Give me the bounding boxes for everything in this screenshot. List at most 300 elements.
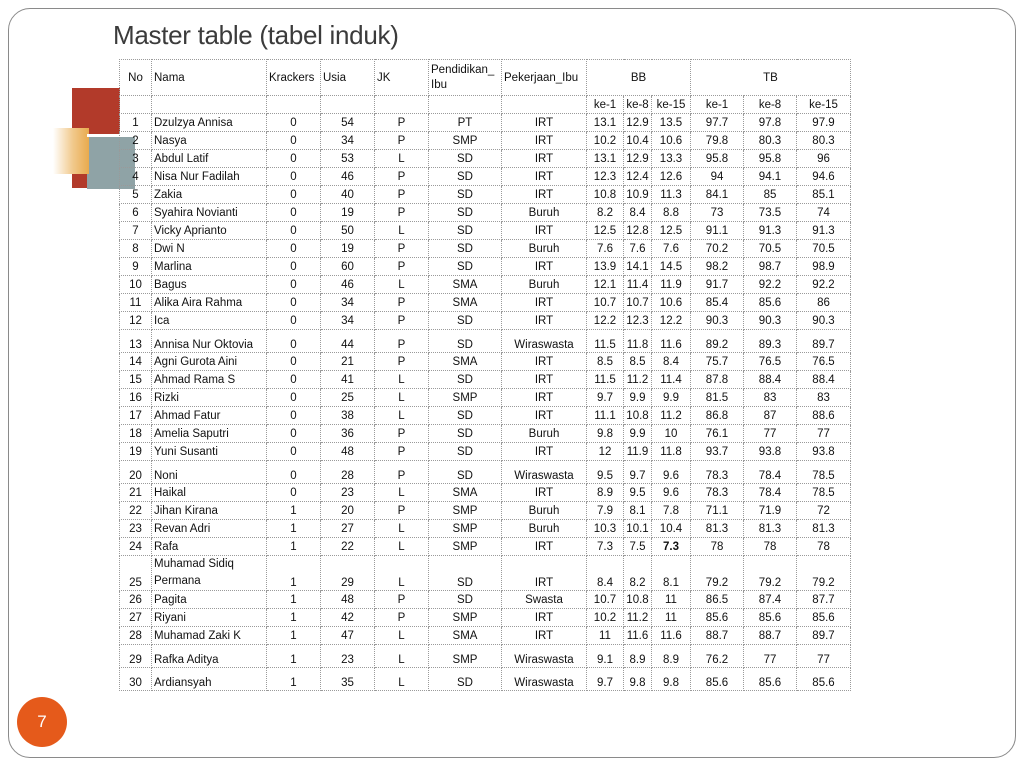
cell-tb-ke8: 73.5: [744, 204, 797, 222]
cell-nama: Rafka Aditya: [152, 645, 267, 668]
table-row: [120, 502, 851, 520]
cell-pekerjaan: Wiraswasta: [502, 668, 587, 691]
cell-tb-ke8: 70.5: [744, 240, 797, 258]
table-row: [120, 312, 851, 330]
table-row: [120, 443, 851, 461]
cell-no: 8: [120, 240, 152, 258]
cell-usia: 60: [321, 258, 375, 276]
cell-tb-ke1: 78: [691, 538, 744, 556]
cell-tb-ke15: 76.5: [797, 353, 851, 371]
cell-usia: 19: [321, 240, 375, 258]
cell-krackers: 1: [267, 556, 321, 591]
cell-nama: Amelia Saputri: [152, 425, 267, 443]
decorative-gold-gradient-block: [53, 128, 89, 174]
cell-bb-ke1: 9.7: [587, 668, 624, 691]
cell-bb-ke1: 9.7: [587, 389, 624, 407]
cell-krackers: 0: [267, 150, 321, 168]
cell-tb-ke8: 77: [744, 645, 797, 668]
cell-tb-ke15: 80.3: [797, 132, 851, 150]
cell-bb-ke15: 7.8: [652, 502, 691, 520]
cell-krackers: 0: [267, 222, 321, 240]
cell-tb-ke8: 77: [744, 425, 797, 443]
cell-bb-ke1: 12.2: [587, 312, 624, 330]
cell-pekerjaan: Swasta: [502, 591, 587, 609]
cell-no: 6: [120, 204, 152, 222]
cell-tb-ke15: 94.6: [797, 168, 851, 186]
cell-no: 10: [120, 276, 152, 294]
cell-bb-ke15: 13.3: [652, 150, 691, 168]
cell-no: 17: [120, 407, 152, 425]
cell-usia: 21: [321, 353, 375, 371]
cell-tb-ke1: 71.1: [691, 502, 744, 520]
cell-usia: 34: [321, 132, 375, 150]
subheader-tb-ke15: ke-15: [797, 96, 851, 114]
cell-tb-ke15: 88.6: [797, 407, 851, 425]
cell-tb-ke1: 98.2: [691, 258, 744, 276]
cell-pekerjaan: IRT: [502, 132, 587, 150]
cell-krackers: 0: [267, 294, 321, 312]
cell-krackers: 1: [267, 520, 321, 538]
header-pendidikan-line2: Ibu: [431, 78, 447, 91]
cell-tb-ke1: 75.7: [691, 353, 744, 371]
cell-pekerjaan: IRT: [502, 389, 587, 407]
cell-pendidikan: SD: [429, 407, 502, 425]
cell-bb-ke8: 10.7: [624, 294, 652, 312]
cell-bb-ke15: 9.9: [652, 389, 691, 407]
cell-usia: 42: [321, 609, 375, 627]
cell-usia: 54: [321, 114, 375, 132]
cell-jk: P: [375, 461, 429, 484]
subheader-bb-ke8: ke-8: [624, 96, 652, 114]
cell-bb-ke1: 12.5: [587, 222, 624, 240]
table-row: [120, 520, 851, 538]
table-row: [120, 168, 851, 186]
cell-tb-ke15: 74: [797, 204, 851, 222]
cell-tb-ke8: 78.4: [744, 461, 797, 484]
cell-bb-ke8: 12.9: [624, 150, 652, 168]
subheader-tb-ke1: ke-1: [691, 96, 744, 114]
cell-usia: 40: [321, 186, 375, 204]
header-krackers: Krackers: [267, 60, 321, 96]
cell-pendidikan: SMP: [429, 645, 502, 668]
cell-no: 23: [120, 520, 152, 538]
cell-tb-ke15: 98.9: [797, 258, 851, 276]
cell-bb-ke8: 9.8: [624, 668, 652, 691]
cell-bb-ke15: 11.2: [652, 407, 691, 425]
cell-pekerjaan: IRT: [502, 312, 587, 330]
cell-nama: Dzulzya Annisa: [152, 114, 267, 132]
cell-tb-ke15: 78.5: [797, 484, 851, 502]
cell-pendidikan: SD: [429, 258, 502, 276]
cell-pendidikan: SMA: [429, 294, 502, 312]
cell-no: 29: [120, 645, 152, 668]
cell-no: 20: [120, 461, 152, 484]
cell-tb-ke15: 89.7: [797, 627, 851, 645]
cell-tb-ke15: 78.5: [797, 461, 851, 484]
cell-tb-ke15: 70.5: [797, 240, 851, 258]
cell-krackers: 0: [267, 168, 321, 186]
cell-pendidikan: SD: [429, 150, 502, 168]
cell-tb-ke1: 78.3: [691, 484, 744, 502]
cell-pendidikan: SMA: [429, 276, 502, 294]
cell-krackers: 0: [267, 204, 321, 222]
cell-bb-ke8: 8.9: [624, 645, 652, 668]
cell-jk: P: [375, 204, 429, 222]
cell-krackers: 0: [267, 258, 321, 276]
cell-pendidikan: SD: [429, 668, 502, 691]
cell-krackers: 1: [267, 627, 321, 645]
cell-krackers: 1: [267, 538, 321, 556]
header-no: No: [120, 60, 152, 96]
cell-nama: Nisa Nur Fadilah: [152, 168, 267, 186]
cell-bb-ke1: 12.1: [587, 276, 624, 294]
cell-tb-ke8: 88.4: [744, 371, 797, 389]
cell-bb-ke15: 9.6: [652, 461, 691, 484]
cell-tb-ke8: 78: [744, 538, 797, 556]
cell-pekerjaan: IRT: [502, 538, 587, 556]
cell-tb-ke8: 92.2: [744, 276, 797, 294]
cell-no: 5: [120, 186, 152, 204]
cell-tb-ke1: 88.7: [691, 627, 744, 645]
cell-tb-ke1: 87.8: [691, 371, 744, 389]
cell-jk: L: [375, 627, 429, 645]
cell-nama: Ahmad Rama S: [152, 371, 267, 389]
cell-usia: 48: [321, 591, 375, 609]
cell-bb-ke1: 10.2: [587, 609, 624, 627]
table-row: [120, 240, 851, 258]
cell-krackers: 1: [267, 502, 321, 520]
cell-tb-ke15: 88.4: [797, 371, 851, 389]
cell-bb-ke8: 8.4: [624, 204, 652, 222]
cell-tb-ke8: 97.8: [744, 114, 797, 132]
cell-tb-ke15: 79.2: [797, 556, 851, 591]
cell-no: 7: [120, 222, 152, 240]
cell-no: 30: [120, 668, 152, 691]
table-row: [120, 204, 851, 222]
cell-pendidikan: SD: [429, 461, 502, 484]
cell-bb-ke1: 7.6: [587, 240, 624, 258]
cell-usia: 22: [321, 538, 375, 556]
cell-krackers: 0: [267, 389, 321, 407]
cell-jk: L: [375, 371, 429, 389]
cell-jk: L: [375, 276, 429, 294]
cell-bb-ke8: 10.1: [624, 520, 652, 538]
cell-jk: P: [375, 425, 429, 443]
cell-jk: L: [375, 520, 429, 538]
cell-jk: P: [375, 240, 429, 258]
cell-usia: 44: [321, 330, 375, 353]
cell-krackers: 0: [267, 461, 321, 484]
cell-tb-ke15: 78: [797, 538, 851, 556]
cell-tb-ke15: 91.3: [797, 222, 851, 240]
cell-bb-ke15: 14.5: [652, 258, 691, 276]
table-row: [120, 538, 851, 556]
cell-pekerjaan: IRT: [502, 294, 587, 312]
cell-krackers: 1: [267, 668, 321, 691]
cell-pekerjaan: Buruh: [502, 276, 587, 294]
cell-bb-ke8: 11.2: [624, 371, 652, 389]
cell-bb-ke1: 10.7: [587, 294, 624, 312]
table-row: [120, 627, 851, 645]
cell-jk: P: [375, 591, 429, 609]
cell-bb-ke8: 10.8: [624, 407, 652, 425]
cell-jk: L: [375, 556, 429, 591]
cell-jk: L: [375, 668, 429, 691]
cell-pendidikan: SD: [429, 222, 502, 240]
cell-krackers: 0: [267, 186, 321, 204]
cell-jk: L: [375, 222, 429, 240]
cell-bb-ke15: 9.6: [652, 484, 691, 502]
cell-pendidikan: SMA: [429, 353, 502, 371]
cell-pekerjaan: IRT: [502, 627, 587, 645]
cell-tb-ke1: 94: [691, 168, 744, 186]
table-row: [120, 186, 851, 204]
cell-bb-ke8: 10.8: [624, 591, 652, 609]
cell-no: 21: [120, 484, 152, 502]
cell-nama: Vicky Aprianto: [152, 222, 267, 240]
cell-krackers: 0: [267, 240, 321, 258]
cell-pendidikan: SMP: [429, 609, 502, 627]
cell-bb-ke1: 13.1: [587, 114, 624, 132]
cell-nama: Rizki: [152, 389, 267, 407]
cell-usia: 29: [321, 556, 375, 591]
cell-tb-ke15: 97.9: [797, 114, 851, 132]
cell-bb-ke1: 11.1: [587, 407, 624, 425]
cell-nama: Nasya: [152, 132, 267, 150]
cell-bb-ke1: 9.1: [587, 645, 624, 668]
table-row: [120, 114, 851, 132]
cell-tb-ke15: 83: [797, 389, 851, 407]
cell-tb-ke1: 73: [691, 204, 744, 222]
cell-tb-ke8: 89.3: [744, 330, 797, 353]
cell-no: 24: [120, 538, 152, 556]
cell-jk: P: [375, 168, 429, 186]
subheader-empty: [267, 96, 321, 114]
cell-bb-ke8: 10.4: [624, 132, 652, 150]
slide-title: Master table (tabel induk): [113, 20, 399, 50]
cell-pendidikan: SD: [429, 168, 502, 186]
cell-pekerjaan: IRT: [502, 186, 587, 204]
cell-bb-ke8: 11.2: [624, 609, 652, 627]
cell-tb-ke1: 86.5: [691, 591, 744, 609]
cell-nama: Haikal: [152, 484, 267, 502]
cell-jk: P: [375, 114, 429, 132]
header-jk: JK: [375, 60, 429, 96]
cell-usia: 41: [321, 371, 375, 389]
cell-tb-ke8: 85.6: [744, 609, 797, 627]
cell-no: 14: [120, 353, 152, 371]
cell-bb-ke8: 8.1: [624, 502, 652, 520]
cell-usia: 19: [321, 204, 375, 222]
cell-jk: P: [375, 294, 429, 312]
cell-jk: L: [375, 389, 429, 407]
cell-pendidikan: SD: [429, 425, 502, 443]
cell-usia: 46: [321, 168, 375, 186]
cell-tb-ke1: 79.8: [691, 132, 744, 150]
subheader-empty: [321, 96, 375, 114]
subheader-tb-ke8: ke-8: [744, 96, 797, 114]
cell-bb-ke1: 7.9: [587, 502, 624, 520]
cell-pekerjaan: IRT: [502, 222, 587, 240]
cell-pendidikan: SMP: [429, 502, 502, 520]
cell-usia: 28: [321, 461, 375, 484]
cell-pendidikan: SMA: [429, 484, 502, 502]
cell-pekerjaan: IRT: [502, 150, 587, 168]
cell-pendidikan: SMP: [429, 389, 502, 407]
cell-tb-ke8: 87: [744, 407, 797, 425]
cell-bb-ke1: 11.5: [587, 371, 624, 389]
cell-usia: 53: [321, 150, 375, 168]
cell-bb-ke8: 12.4: [624, 168, 652, 186]
cell-jk: L: [375, 645, 429, 668]
cell-jk: L: [375, 484, 429, 502]
cell-pendidikan: SMP: [429, 538, 502, 556]
cell-krackers: 0: [267, 371, 321, 389]
cell-usia: 47: [321, 627, 375, 645]
cell-pekerjaan: Wiraswasta: [502, 461, 587, 484]
cell-bb-ke8: 9.9: [624, 389, 652, 407]
cell-jk: P: [375, 186, 429, 204]
cell-no: 28: [120, 627, 152, 645]
cell-bb-ke15: 7.3: [652, 538, 691, 556]
table-row: [120, 591, 851, 609]
cell-no: 15: [120, 371, 152, 389]
cell-bb-ke1: 8.5: [587, 353, 624, 371]
cell-tb-ke8: 81.3: [744, 520, 797, 538]
cell-bb-ke8: 11.8: [624, 330, 652, 353]
cell-pekerjaan: IRT: [502, 114, 587, 132]
cell-tb-ke8: 76.5: [744, 353, 797, 371]
cell-tb-ke15: 77: [797, 645, 851, 668]
cell-bb-ke15: 8.1: [652, 556, 691, 591]
cell-nama: Syahira Novianti: [152, 204, 267, 222]
cell-krackers: 1: [267, 591, 321, 609]
cell-jk: P: [375, 353, 429, 371]
cell-bb-ke8: 9.5: [624, 484, 652, 502]
cell-bb-ke15: 11.3: [652, 186, 691, 204]
subheader-empty: [429, 96, 502, 114]
cell-tb-ke8: 95.8: [744, 150, 797, 168]
cell-usia: 20: [321, 502, 375, 520]
cell-usia: 48: [321, 443, 375, 461]
cell-jk: P: [375, 609, 429, 627]
cell-pendidikan: SD: [429, 240, 502, 258]
cell-tb-ke8: 83: [744, 389, 797, 407]
cell-bb-ke15: 11.6: [652, 627, 691, 645]
cell-no: 3: [120, 150, 152, 168]
table-row: [120, 389, 851, 407]
cell-tb-ke1: 81.5: [691, 389, 744, 407]
table-header-row: [120, 60, 851, 96]
cell-jk: P: [375, 443, 429, 461]
cell-jk: P: [375, 312, 429, 330]
cell-tb-ke15: 93.8: [797, 443, 851, 461]
table-row: [120, 645, 851, 668]
cell-krackers: 0: [267, 276, 321, 294]
cell-tb-ke15: 89.7: [797, 330, 851, 353]
cell-bb-ke15: 11.8: [652, 443, 691, 461]
cell-pekerjaan: IRT: [502, 407, 587, 425]
cell-tb-ke15: 85.6: [797, 668, 851, 691]
cell-pendidikan: SD: [429, 312, 502, 330]
cell-bb-ke1: 8.9: [587, 484, 624, 502]
cell-tb-ke15: 72: [797, 502, 851, 520]
cell-jk: P: [375, 132, 429, 150]
cell-bb-ke8: 9.7: [624, 461, 652, 484]
cell-tb-ke1: 76.2: [691, 645, 744, 668]
cell-no: 11: [120, 294, 152, 312]
cell-usia: 50: [321, 222, 375, 240]
cell-tb-ke8: 94.1: [744, 168, 797, 186]
header-pekerjaan-ibu: Pekerjaan_Ibu: [502, 60, 587, 96]
table-subheader-row: [120, 96, 851, 114]
cell-usia: 36: [321, 425, 375, 443]
cell-jk: P: [375, 502, 429, 520]
cell-pendidikan: SD: [429, 591, 502, 609]
cell-usia: 23: [321, 645, 375, 668]
cell-bb-ke15: 12.5: [652, 222, 691, 240]
cell-usia: 46: [321, 276, 375, 294]
cell-pekerjaan: Buruh: [502, 240, 587, 258]
cell-no: 26: [120, 591, 152, 609]
cell-nama: Pagita: [152, 591, 267, 609]
cell-pendidikan: SMA: [429, 627, 502, 645]
cell-bb-ke15: 11: [652, 609, 691, 627]
cell-pekerjaan: Buruh: [502, 520, 587, 538]
cell-bb-ke1: 11: [587, 627, 624, 645]
cell-bb-ke15: 10.6: [652, 294, 691, 312]
cell-tb-ke8: 85.6: [744, 668, 797, 691]
cell-tb-ke1: 95.8: [691, 150, 744, 168]
cell-pekerjaan: Buruh: [502, 502, 587, 520]
cell-tb-ke8: 90.3: [744, 312, 797, 330]
cell-tb-ke8: 71.9: [744, 502, 797, 520]
table-row: [120, 609, 851, 627]
cell-tb-ke1: 85.6: [691, 668, 744, 691]
cell-krackers: 0: [267, 407, 321, 425]
cell-nama: Revan Adri: [152, 520, 267, 538]
cell-no: 13: [120, 330, 152, 353]
cell-tb-ke1: 70.2: [691, 240, 744, 258]
cell-krackers: 0: [267, 353, 321, 371]
cell-tb-ke1: 85.4: [691, 294, 744, 312]
cell-krackers: 0: [267, 114, 321, 132]
cell-tb-ke15: 92.2: [797, 276, 851, 294]
cell-krackers: 1: [267, 609, 321, 627]
cell-bb-ke1: 9.5: [587, 461, 624, 484]
cell-nama: Marlina: [152, 258, 267, 276]
table-row: [120, 258, 851, 276]
cell-tb-ke8: 78.4: [744, 484, 797, 502]
table-row: [120, 353, 851, 371]
cell-no: 27: [120, 609, 152, 627]
table-row: [120, 407, 851, 425]
cell-no: 18: [120, 425, 152, 443]
cell-tb-ke1: 84.1: [691, 186, 744, 204]
cell-bb-ke15: 11: [652, 591, 691, 609]
cell-pekerjaan: IRT: [502, 443, 587, 461]
cell-pekerjaan: IRT: [502, 168, 587, 186]
cell-tb-ke8: 87.4: [744, 591, 797, 609]
cell-tb-ke8: 93.8: [744, 443, 797, 461]
cell-pekerjaan: IRT: [502, 353, 587, 371]
cell-tb-ke8: 98.7: [744, 258, 797, 276]
cell-jk: P: [375, 258, 429, 276]
subheader-empty: [375, 96, 429, 114]
cell-tb-ke15: 85.1: [797, 186, 851, 204]
cell-tb-ke1: 89.2: [691, 330, 744, 353]
cell-tb-ke15: 96: [797, 150, 851, 168]
